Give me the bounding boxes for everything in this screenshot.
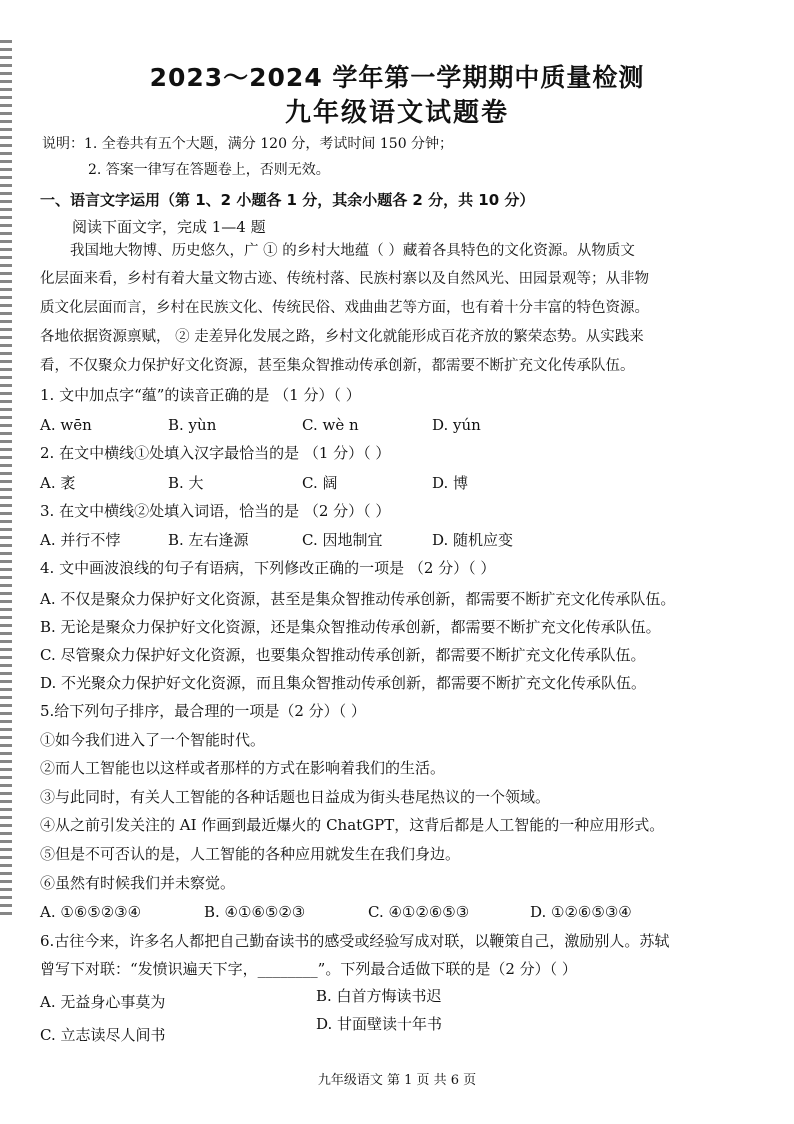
passage-line-5: 看，不仅聚众力保护好文化资源，甚至集众智推动传承创新，都需要不断扩充文化传承队伍。 [40, 358, 635, 374]
q2-stem: 2. 在文中横线①处填入汉字最恰当的是 （1 分）（ ） [40, 444, 391, 462]
q2-option-a: A. 袤 [40, 474, 76, 492]
q3-option-a: A. 并行不悖 [40, 531, 121, 549]
q2-option-d: D. 博 [432, 474, 469, 492]
note-1: 说明：1. 全卷共有五个大题，满分 120 分，考试时间 150 分钟； [42, 136, 454, 152]
q1-option-d: D. yún [432, 416, 481, 434]
q1-stem: 1. 文中加点字“蕴”的读音正确的是 （1 分）（ ） [40, 386, 361, 404]
q3-stem: 3. 在文中横线②处填入词语，恰当的是 （2 分）（ ） [40, 502, 391, 520]
passage-line-2: 化层面来看，乡村有着大量文物古迹、传统村落、民族村寨以及自然风光、田园景观等；从非物 [40, 271, 649, 287]
q5-option-d: D. ①②⑥⑤③④ [530, 903, 632, 921]
q5-sentence-1: ①如今我们进入了一个智能时代。 [40, 731, 266, 749]
q6-option-d: D. 甘面壁读十年书 [316, 1015, 443, 1033]
binding-edge [0, 40, 12, 920]
passage-line-4: 各地依据资源禀赋， ② 走差异化发展之路，乡村文化就能形成百花齐放的繁荣态势。从实践来 [40, 329, 644, 345]
q5-option-b: B. ④①⑥⑤②③ [204, 903, 306, 921]
q5-option-a: A. ①⑥⑤②③④ [40, 903, 142, 921]
q5-option-c: C. ④①②⑥⑤③ [368, 903, 470, 921]
q2-option-c: C. 阔 [302, 474, 338, 492]
q5-sentence-5: ⑤但是不可否认的是，人工智能的各种应用就发生在我们身边。 [40, 845, 461, 863]
exam-subtitle: 九年级语文试题卷 [284, 98, 509, 128]
note-2: 2. 答案一律写在答题卷上，否则无效。 [88, 162, 330, 178]
exam-title: 2023～2024 学年第一学期期中质量检测 [149, 63, 645, 92]
q4-option-b: B. 无论是聚众力保护好文化资源，还是集众智推动传承创新，都需要不断扩充文化传承队伍。 [40, 618, 661, 636]
q6-stem-line-2: 曾写下对联：“发愤识遍天下字，________”。下列最合适做下联的是（2 分）（ ） [40, 960, 577, 978]
q3-option-c: C. 因地制宜 [302, 531, 383, 549]
q4-option-c: C. 尽管聚众力保护好文化资源，也要集众智推动传承创新，都需要不断扩充文化传承队伍。 [40, 646, 646, 664]
q3-option-d: D. 随机应变 [432, 531, 514, 549]
q6-option-b: B. 白首方悔读书迟 [316, 987, 442, 1005]
q5-sentence-6: ⑥虽然有时候我们并未察觉。 [40, 874, 236, 892]
q3-option-b: B. 左右逢源 [168, 531, 249, 549]
q4-option-d: D. 不光聚众力保护好文化资源，而且集众智推动传承创新，都需要不断扩充文化传承队伍。 [40, 674, 647, 692]
q6-stem-line-1: 6.古往今来，许多名人都把自己勤奋读书的感受或经验写成对联，以鞭策自己，激励别人。苏轼 [40, 932, 670, 950]
q2-option-b: B. 大 [168, 474, 204, 492]
q5-sentence-3: ③与此同时，有关人工智能的各种话题也日益成为街头巷尾热议的一个领域。 [40, 788, 551, 806]
q4-stem: 4. 文中画波浪线的句子有语病，下列修改正确的一项是 （2 分）（ ） [40, 559, 496, 577]
q1-option-c: C. wè n [302, 416, 359, 434]
passage-line-1: 我国地大物博、历史悠久，广 ① 的乡村大地蕴（ ）藏着各具特色的文化资源。从物质文 [70, 243, 635, 259]
section-1-heading: 一、语言文字运用（第 1、2 小题各 1 分，其余小题各 2 分，共 10 分） [40, 191, 535, 209]
passage-line-3: 质文化层面而言，乡村在民族文化、传统民俗、戏曲曲艺等方面，也有着十分丰富的特色资源。 [40, 300, 649, 316]
q6-option-a: A. 无益身心事莫为 [40, 993, 166, 1011]
q5-stem: 5.给下列句子排序，最合理的一项是（2 分）（ ） [40, 702, 366, 720]
instruction: 阅读下面文字，完成 1—4 题 [72, 218, 266, 236]
q5-sentence-4: ④从之前引发关注的 AI 作画到最近爆火的 ChatGPT，这背后都是人工智能的一种应用形式。 [40, 816, 665, 834]
q5-sentence-2: ②而人工智能也以这样或者那样的方式在影响着我们的生活。 [40, 759, 446, 777]
q4-option-a: A. 不仅是聚众力保护好文化资源，甚至是集众智推动传承创新，都需要不断扩充文化传承队伍。 [40, 590, 676, 608]
q1-option-a: A. wēn [40, 416, 92, 434]
q1-option-b: B. yùn [168, 416, 217, 434]
q6-option-c: C. 立志读尽人间书 [40, 1026, 166, 1044]
page-footer: 九年级语文 第 1 页 共 6 页 [317, 1073, 477, 1088]
